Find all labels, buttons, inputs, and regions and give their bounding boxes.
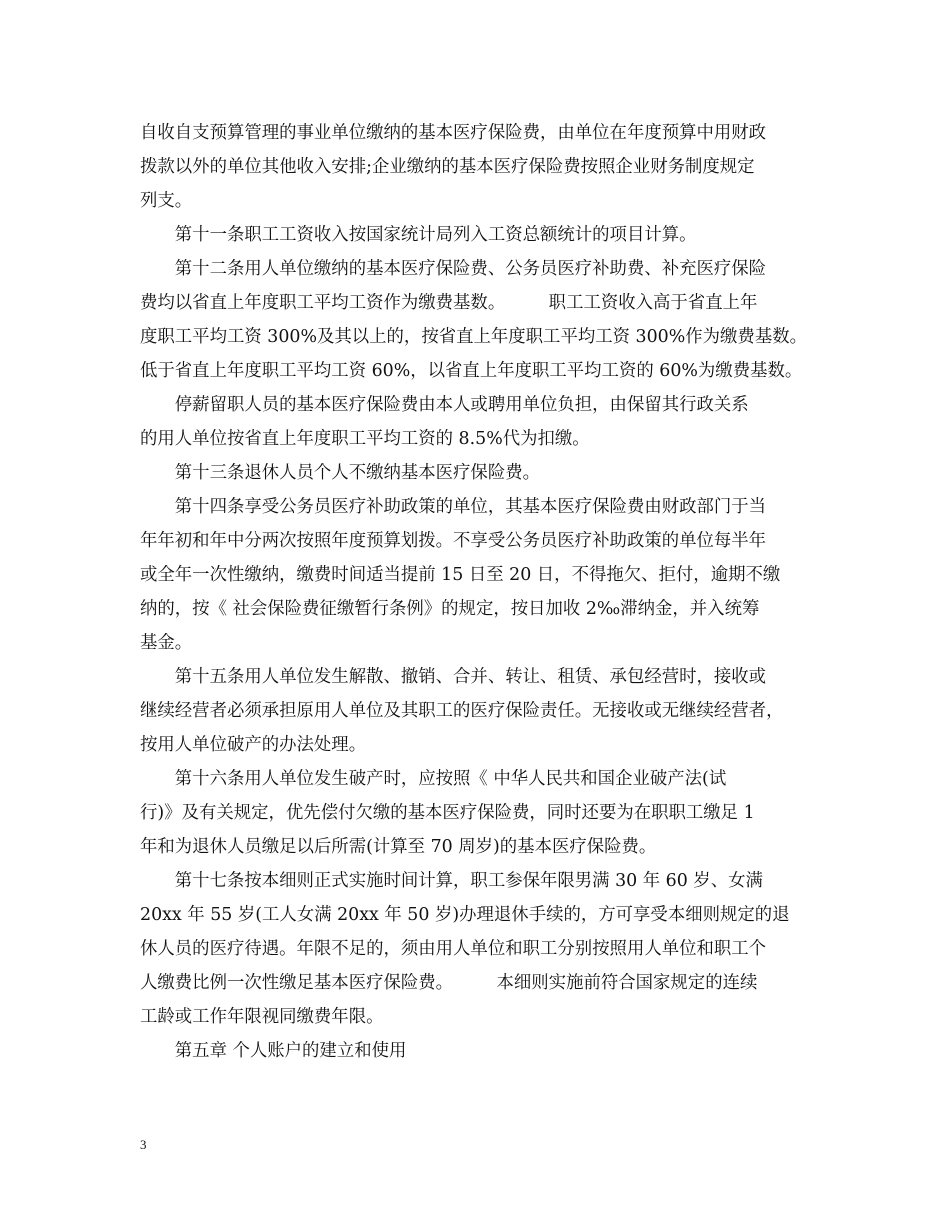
text-line: 低于省直上年度职工平均工资 60%，以省直上年度职工平均工资的 60%为缴费基数。 (140, 361, 803, 381)
text-line: 纳的，按《 社会保险费征缴暂行条例》的规定，按日加收 2‰滞纳金，并入统筹 (140, 599, 760, 619)
text-line: 或全年一次性缴纳，缴费时间适当提前 15 日至 20 日，不得拖欠、拒付，逾期不缴 (140, 565, 781, 585)
text-line: 继续经营者必须承担原用人单位及其职工的医疗保险责任。无接收或无继续经营者， (140, 701, 784, 721)
text-line: 休人员的医疗待遇。年限不足的，须由用人单位和职工分别按照用人单位和职工个 (140, 939, 767, 959)
text-line: 基金。 (140, 633, 193, 653)
text-line: 第十五条用人单位发生解散、撤销、合并、转让、租赁、承包经营时，接收或 (140, 667, 767, 687)
text-line: 年年初和年中分两次按照年度预算划拨。不享受公务员医疗补助政策的单位每半年 (140, 531, 767, 551)
text-line: 第十二条用人单位缴纳的基本医疗保险费、公务员医疗补助费、补充医疗保险 (140, 259, 767, 279)
text-line: 费均以省直上年度职工平均工资作为缴费基数。 职工工资收入高于省直上年 (140, 293, 758, 313)
text-line: 自收自支预算管理的事业单位缴纳的基本医疗保险费，由单位在年度预算中用财政 (140, 123, 767, 143)
text-line: 停薪留职人员的基本医疗保险费由本人或聘用单位负担，由保留其行政关系 (140, 395, 749, 415)
text-line: 工龄或工作年限视同缴费年限。 (140, 1007, 384, 1027)
text-line: 第十七条按本细则正式实施时间计算，职工参保年限男满 30 年 60 岁、女满 (140, 871, 763, 891)
text-line: 第十六条用人单位发生破产时，应按照《 中华人民共和国企业破产法(试 (140, 769, 727, 789)
text-line: 的用人单位按省直上年度职工平均工资的 8.5%代为扣缴。 (140, 429, 590, 449)
page-number: 3 (140, 1137, 147, 1152)
text-line: 度职工平均工资 300%及其以上的，按省直上年度职工平均工资 300%作为缴费基数。 (140, 327, 807, 347)
document-body (140, 116, 820, 1068)
text-line: 第十一条职工工资收入按国家统计局列入工资总额统计的项目计算。 (140, 225, 697, 245)
text-line: 人缴费比例一次性缴足基本医疗保险费。 本细则实施前符合国家规定的连续 (140, 973, 758, 993)
text-line: 第五章 个人账户的建立和使用 (140, 1041, 407, 1061)
text-line: 按用人单位破产的办法处理。 (140, 735, 367, 755)
text-line: 年和为退休人员缴足以后所需(计算至 70 周岁)的基本医疗保险费。 (140, 837, 657, 857)
text-line: 行)》及有关规定，优先偿付欠缴的基本医疗保险费，同时还要为在职职工缴足 1 (140, 803, 755, 823)
text-line: 列支。 (140, 191, 193, 211)
text-line: 20xx 年 55 岁(工人女满 20xx 年 50 岁)办理退休手续的，方可享受本细则规定的退 (140, 905, 790, 925)
text-line: 第十三条退休人员个人不缴纳基本医疗保险费。 (140, 463, 540, 483)
text-line: 第十四条享受公务员医疗补助政策的单位，其基本医疗保险费由财政部门于当 (140, 497, 767, 517)
text-line: 拨款以外的单位其他收入安排;企业缴纳的基本医疗保险费按照企业财务制度规定 (140, 157, 755, 177)
